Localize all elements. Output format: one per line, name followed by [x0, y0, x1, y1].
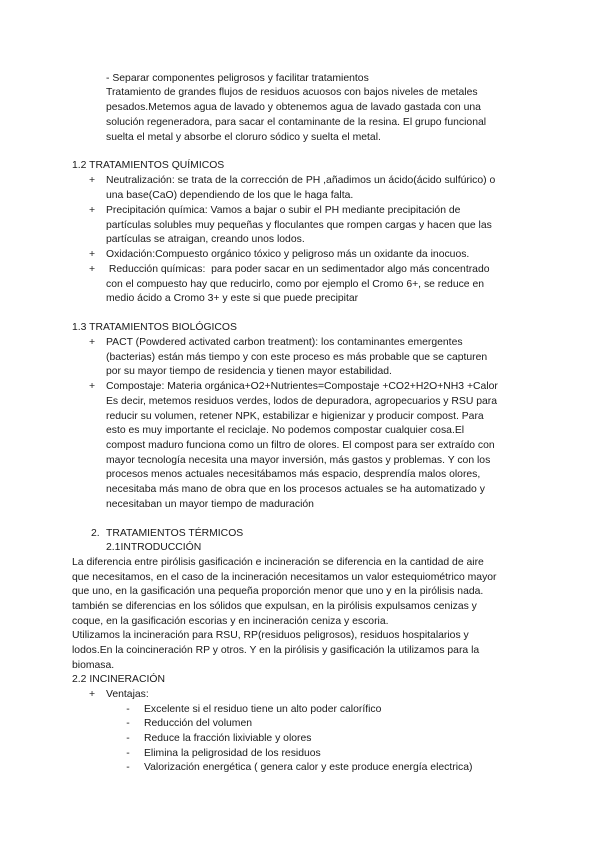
intro-dash-line: - Separar componentes peligrosos y facilitar tratamientos — [106, 73, 369, 84]
biologicos-line: necesitaban un mayor tiempo de maduración — [106, 499, 314, 510]
biologicos-line: PACT (Powdered activated carbon treatment): los contaminantes emergentes — [106, 337, 463, 348]
quimicos-line: una base(CaO) dependiendo de los que le haga falta. — [106, 190, 354, 201]
biologicos-line: Compostaje: Materia orgánica+O2+Nutrientes=Compostaje +CO2+H2O+NH3 +Calor — [106, 381, 498, 392]
intro-paragraph-line: solución regeneradora, para sacar el contaminante de la resina. El grupo funcional — [106, 117, 487, 128]
subheading-introduccion: 2.1INTRODUCCIÓN — [106, 542, 202, 553]
ventajas-label: Ventajas: — [106, 689, 149, 700]
quimicos-line: Neutralización: se trata de la corrección de PH ,añadimos un ácido(ácido sulfúrico) o — [106, 175, 496, 186]
intro-paragraph-line: pesados.Metemos agua de lavado y obtenemos agua de lavado gastada con una — [106, 102, 481, 113]
bullet-plus-icon: + — [88, 689, 96, 700]
termicos-paragraph-line: coque, en la gasificación escorias y en incineración ceniza y escoria. — [72, 616, 389, 627]
biologicos-line: procesos menos actuales necesitábamos más espacio, desprendía malos olores, — [106, 469, 481, 480]
ventaja-item: Elimina la peligrosidad de los residuos — [144, 748, 321, 759]
section-heading-incineracion: 2.2 INCINERACIÓN — [72, 674, 165, 685]
biologicos-line: mayor tecnología necesita una mayor inversión, más gastos y problemas. Y con los — [106, 455, 491, 466]
quimicos-line: Reducción químicas: para poder sacar en un sedimentador algo más concentrado — [106, 264, 490, 275]
biologicos-line: necesitaba más mano de obra que en los procesos actuales se ha automatizado y — [106, 484, 485, 495]
section-heading-termicos: TRATAMIENTOS TÉRMICOS — [106, 528, 244, 539]
termicos-paragraph-line: biomasa. — [72, 660, 115, 671]
quimicos-line: partículas solubles muy pequeñas y floculantes que rompen cargas y hacen que las — [106, 220, 492, 231]
termicos-paragraph-line: Utilizamos la incineración para RSU, RP(residuos peligrosos), residuos hospitalarios y — [72, 630, 469, 641]
termicos-paragraph-line: que necesitamos, en el caso de la incineración necesitamos un valor estequiométrico mayor — [72, 572, 497, 583]
section-number: 2. — [91, 528, 100, 539]
ventaja-item: Valorización energética ( genera calor y este produce energía electrica) — [144, 762, 473, 773]
biologicos-line: reducir su volumen, retener NPK, estabilizar e higienizar y producir compost. Para — [106, 411, 484, 422]
intro-paragraph-line: suelta el metal y absorbe el cloruro sódico y suelta el metal. — [106, 132, 381, 143]
termicos-paragraph-line: que uno, en la gasificación una pequeña proporción menor que uno y en la pirólisis nada. — [72, 586, 484, 597]
dash-bullet-icon: - — [126, 762, 130, 773]
bullet-plus-icon: + — [88, 205, 96, 216]
dash-bullet-icon: - — [126, 748, 130, 759]
quimicos-line: Oxidación:Compuesto orgánico tóxico y peligroso más un oxidante da inocuos. — [106, 249, 470, 260]
quimicos-line: medio ácido a Cromo 3+ y este si que puede precipitar — [106, 293, 359, 304]
biologicos-line: Es decir, metemos residuos verdes, lodos de depuradora, agropecuarios y RSU para — [106, 396, 498, 407]
intro-paragraph-line: Tratamiento de grandes flujos de residuos acuosos con bajos niveles de metales — [106, 87, 478, 98]
termicos-paragraph-line: lodos.En la coincineración RP y otros. Y en la pirólisis y gasificación la utilizamos para la — [72, 645, 480, 656]
bullet-plus-icon: + — [88, 249, 96, 260]
quimicos-line: con el compuesto hay que reducirlo, como por ejemplo el Cromo 6+, se reduce en — [106, 279, 485, 290]
bullet-plus-icon: + — [88, 264, 96, 275]
quimicos-line: Precipitación química: Vamos a bajar o subir el PH mediante precipitación de — [106, 205, 461, 216]
bullet-plus-icon: + — [88, 381, 96, 392]
ventaja-item: Reducción del volumen — [144, 718, 253, 729]
quimicos-line: partículas se atraigan, creando unos lodos. — [106, 234, 305, 245]
bullet-plus-icon: + — [88, 337, 96, 348]
dash-bullet-icon: - — [126, 704, 130, 715]
biologicos-line: por su mayor tiempo de residencia y tienen mayor estabilidad. — [106, 366, 392, 377]
dash-bullet-icon: - — [126, 718, 130, 729]
termicos-paragraph-line: también se diferencias en los sólidos que expulsan, en la pirólisis expulsamos cenizas y — [72, 601, 477, 612]
ventaja-item: Excelente si el residuo tiene un alto poder calorífico — [144, 704, 382, 715]
section-heading-biologicos: 1.3 TRATAMIENTOS BIOLÓGICOS — [72, 322, 237, 333]
bullet-plus-icon: + — [88, 175, 96, 186]
termicos-paragraph-line: La diferencia entre pirólisis gasificación e incineración se diferencia en la cantidad de aire — [72, 557, 484, 568]
dash-bullet-icon: - — [126, 733, 130, 744]
biologicos-line: esto es muy importante el reciclaje. No podemos compostar cualquier cosa.El — [106, 425, 465, 436]
biologicos-line: compost maduro funciona como un filtro de olores. El compost para ser extraído con — [106, 440, 495, 451]
section-heading-quimicos: 1.2 TRATAMIENTOS QUÍMICOS — [72, 160, 225, 171]
biologicos-line: (bacterias) están más tiempo y con este proceso es más probable que se capturen — [106, 352, 488, 363]
ventaja-item: Reduce la fracción lixiviable y olores — [144, 733, 312, 744]
